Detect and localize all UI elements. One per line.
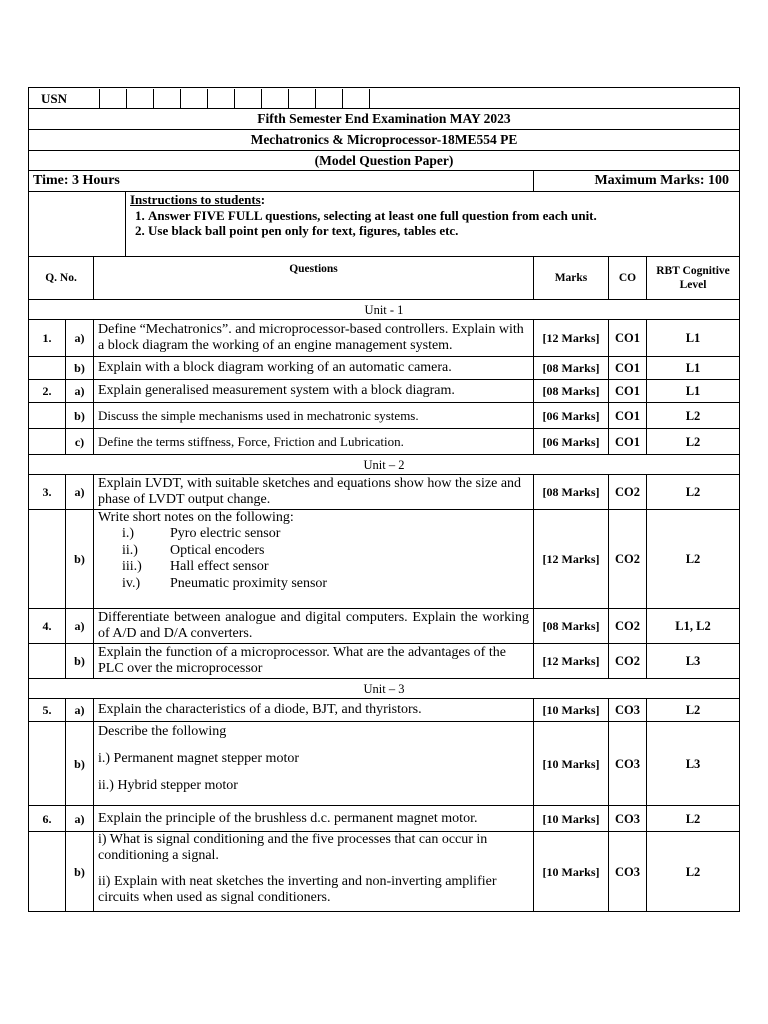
question-marks: [08 Marks] [534,357,609,380]
question-part: a) [66,320,94,357]
question-text: Define the terms stiffness, Force, Friction and Lubrication. [94,429,534,455]
question-part: b) [66,403,94,429]
usn-box[interactable] [315,89,342,108]
question-text: Explain the function of a microprocessor. What are the advantages of the PLC over the microprocessor [94,644,534,679]
question-marks: [06 Marks] [534,403,609,429]
exam-title: Fifth Semester End Examination MAY 2023 [29,109,740,130]
course-title: Mechatronics & Microprocessor-18ME554 PE [29,130,740,151]
sub-item-text: Optical encoders [170,542,265,558]
question-level: L3 [647,722,740,806]
table-row [29,320,740,357]
table-row [29,806,740,832]
question-level: L1, L2 [647,609,740,644]
question-text: Discuss the simple mechanisms used in mechatronic systems. [94,403,534,429]
usn-box[interactable] [261,89,288,108]
question-text: Explain the characteristics of a diode, BJT, and thyristors. [94,699,534,722]
question-co: CO1 [609,380,647,403]
unit-heading: Unit – 3 [29,679,740,699]
question-marks: [10 Marks] [534,699,609,722]
usn-box[interactable] [288,89,315,108]
instruction-item: 2. Use black ball point pen only for text, figures, tables etc. [148,223,735,238]
table-row [29,380,740,403]
usn-box[interactable] [126,89,153,108]
question-text-line: ii.) Hybrid stepper motor [98,778,238,793]
question-part: a) [66,475,94,510]
question-level: L3 [647,644,740,679]
col-rbt: RBT Cognitive Level [647,257,740,300]
max-marks: Maximum Marks: 100 [534,171,740,192]
question-text: Differentiate between analogue and digital computers. Explain the working of A/D and D/A converters. [94,609,534,644]
question-text-block [94,832,534,912]
table-row [29,644,740,679]
table-row [29,475,740,510]
question-number: 3. [29,475,66,510]
question-part: b) [66,722,94,806]
question-number: 4. [29,609,66,644]
instructions-blank [29,192,126,257]
question-text-block [94,722,534,806]
col-marks: Marks [534,257,609,300]
question-co: CO1 [609,320,647,357]
question-text: Explain LVDT, with suitable sketches and equations show how the size and phase of LVDT output change. [94,475,534,510]
question-marks: [10 Marks] [534,722,609,806]
sub-item-number: i.) [122,526,135,541]
usn-box[interactable] [180,89,207,108]
question-part: b) [66,832,94,912]
table-row [29,609,740,644]
question-marks: [08 Marks] [534,380,609,403]
question-part: a) [66,699,94,722]
question-part: b) [66,510,94,609]
question-number: 1. [29,320,66,357]
question-marks: [12 Marks] [534,644,609,679]
question-part: b) [66,357,94,380]
sub-item [98,543,529,560]
question-text: Explain with a block diagram working of an automatic camera. [94,357,534,380]
question-co: CO3 [609,722,647,806]
question-number: 6. [29,806,66,832]
unit-heading: Unit – 2 [29,455,740,475]
sub-item-text: Pneumatic proximity sensor [170,575,328,591]
col-questions: Questions [94,257,534,300]
question-text-line: ii) Explain with neat sketches the inverting and non-inverting amplifier circuits when used as signal conditioners. [98,874,497,905]
table-row [29,403,740,429]
question-number: 5. [29,699,66,722]
question-marks: [12 Marks] [534,320,609,357]
question-co: CO2 [609,510,647,609]
sub-item-number: ii.) [122,542,138,558]
question-co: CO2 [609,475,647,510]
question-part: a) [66,609,94,644]
question-text: Describe the following [98,724,227,739]
usn-box[interactable] [99,89,126,108]
question-text: Define “Mechatronics”. and microprocessor-based controllers. Explain with a block diagram the working of an engine management system. [94,320,534,357]
question-level: L1 [647,320,740,357]
col-co: CO [609,257,647,300]
instructions-title: Instructions to students [130,192,261,207]
question-marks: [06 Marks] [534,429,609,455]
usn-box[interactable] [153,89,180,108]
sub-item-text: Pyro electric sensor [170,526,281,541]
unit-heading: Unit - 1 [29,300,740,320]
exam-time: Time: 3 Hours [29,171,534,192]
question-level: L1 [647,357,740,380]
usn-box[interactable] [207,89,234,108]
question-co: CO1 [609,403,647,429]
question-marks: [08 Marks] [534,475,609,510]
sub-item [98,559,529,576]
question-level: L2 [647,429,740,455]
question-text-line: i) What is signal conditioning and the five processes that can occur in conditioning a signal. [98,832,488,863]
question-level: L2 [647,403,740,429]
question-number: 2. [29,380,66,403]
question-level: L2 [647,806,740,832]
sub-item [98,526,529,543]
usn-row [29,88,740,109]
question-marks: [10 Marks] [534,832,609,912]
question-part: a) [66,806,94,832]
instruction-item: 1. Answer FIVE FULL questions, selecting at least one full question from each unit. [148,208,735,223]
col-qno: Q. No. [29,257,94,300]
question-co: CO1 [609,429,647,455]
sub-item-text: Hall effect sensor [170,559,269,574]
question-co: CO3 [609,699,647,722]
table-row [29,699,740,722]
question-text: Explain the principle of the brushless d.c. permanent magnet motor. [94,806,534,832]
question-text-line: i.) Permanent magnet stepper motor [98,751,299,766]
question-marks: [10 Marks] [534,806,609,832]
sub-item-number: iv.) [122,575,141,591]
question-co: CO2 [609,644,647,679]
table-row [29,832,740,912]
question-marks: [08 Marks] [534,609,609,644]
question-level: L2 [647,699,740,722]
question-text: Explain generalised measurement system with a block diagram. [94,380,534,403]
question-level: L2 [647,510,740,609]
table-row [29,510,740,609]
question-co: CO3 [609,806,647,832]
table-row [29,722,740,806]
table-row [29,357,740,380]
question-co: CO3 [609,832,647,912]
question-level: L2 [647,475,740,510]
question-table [28,87,740,912]
question-part: b) [66,644,94,679]
sub-item [98,576,529,593]
question-text: Write short notes on the following: [98,510,294,525]
paper-type: (Model Question Paper) [29,151,740,171]
question-co: CO1 [609,357,647,380]
question-paper [28,87,739,912]
question-level: L2 [647,832,740,912]
question-co: CO2 [609,609,647,644]
question-level: L1 [647,380,740,403]
usn-label: USN [41,90,68,106]
table-row [29,429,740,455]
question-part: a) [66,380,94,403]
question-part: c) [66,429,94,455]
question-marks: [12 Marks] [534,510,609,609]
usn-box[interactable] [234,89,261,108]
instructions: Instructions to students: 1. Answer FIVE FULL questions, selecting at least one full question from each unit. 2. Use black ball point pen only for text, figures, tables etc. [126,192,740,257]
question-text-block [94,510,534,609]
usn-box[interactable] [342,89,370,108]
sub-item-number: iii.) [122,559,142,574]
